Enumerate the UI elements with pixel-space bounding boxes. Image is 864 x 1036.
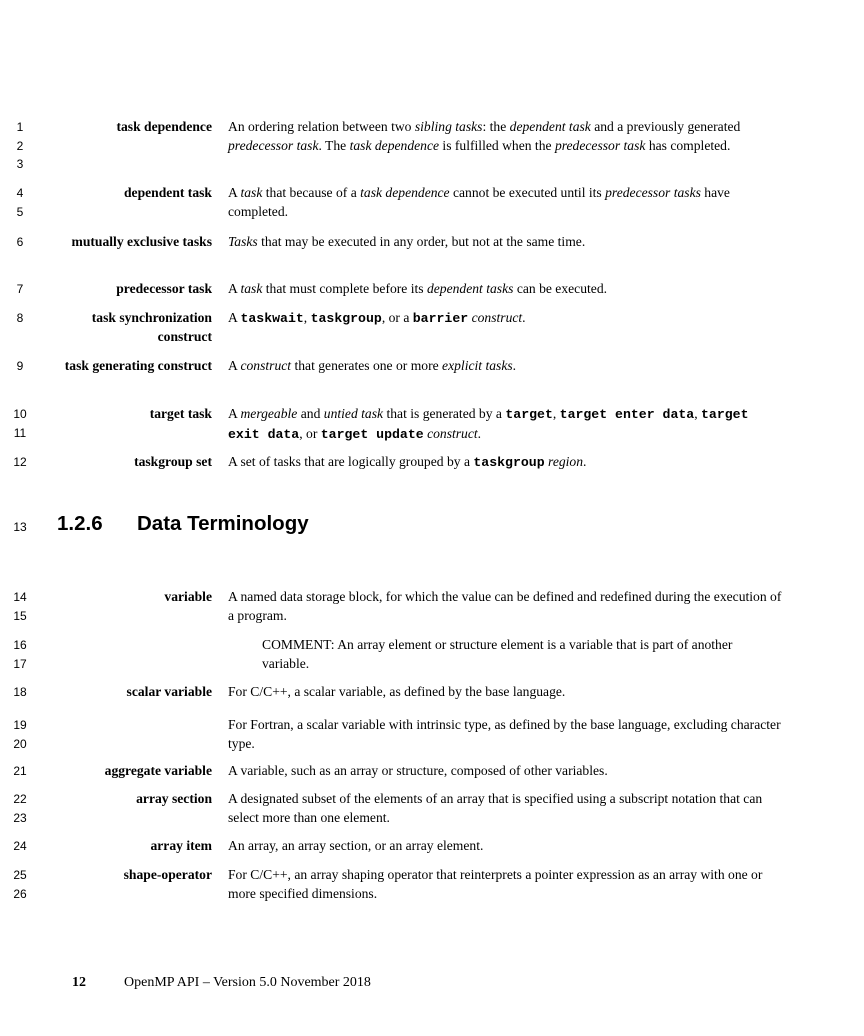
line-number: 9 xyxy=(16,359,24,373)
line-number: 7 xyxy=(16,282,24,296)
line-number: 6 xyxy=(16,235,24,249)
glossary-definition: A designated subset of the elements of an array that is specified using a subscript notation that can select more than one element. xyxy=(228,791,763,825)
line-number: 10 xyxy=(13,407,27,421)
glossary-term: aggregate variable xyxy=(104,763,212,778)
line-number: 2 xyxy=(16,138,24,153)
glossary-term: scalar variable xyxy=(126,684,212,699)
line-number: 3 xyxy=(16,157,24,172)
glossary-term: shape-operator xyxy=(123,867,212,882)
page-number: 12 xyxy=(72,975,86,990)
section-number: 1.2.6 xyxy=(57,512,103,535)
glossary-definition: A set of tasks that are logically grouped by a taskgroup region. xyxy=(228,454,587,470)
line-number: 15 xyxy=(13,608,27,623)
line-number: 11 xyxy=(13,425,27,440)
glossary-definition: An ordering relation between two sibling tasks: the dependent task and a previously generated predecessor task. The task dependence is fulfilled when the predecessor task has completed. xyxy=(228,119,741,153)
glossary-term: taskgroup set xyxy=(134,454,212,469)
section-heading xyxy=(0,510,864,540)
glossary-definition: For C/C++, an array shaping operator that reinterprets a pointer expression as an array with one or more specified dimensions. xyxy=(228,867,763,901)
line-number: 22 xyxy=(13,792,27,806)
glossary-term: mutually exclusive tasks xyxy=(71,234,212,249)
line-number: 26 xyxy=(13,886,27,901)
glossary-definition: A task that must complete before its dependent tasks can be executed. xyxy=(228,281,608,296)
line-number: 18 xyxy=(13,685,27,699)
glossary-term: dependent task xyxy=(123,185,212,200)
glossary-term: predecessor task xyxy=(116,281,212,296)
section-title: Data Terminology xyxy=(137,512,309,535)
glossary-definition: For Fortran, a scalar variable with intrinsic type, as defined by the base language, excluding character type. xyxy=(228,717,781,751)
glossary-definition: A mergeable and untied task that is generated by a target, target enter data, target exit data, or target update construct. xyxy=(228,406,749,442)
glossary-term: target task xyxy=(149,406,212,421)
line-number: 17 xyxy=(13,656,27,671)
glossary-term: task dependence xyxy=(116,119,212,134)
line-number: 16 xyxy=(13,638,27,652)
glossary-definition: A task that because of a task dependence cannot be executed until its predecessor tasks have completed. xyxy=(228,185,730,219)
line-number: 8 xyxy=(16,311,24,325)
glossary-definition: A variable, such as an array or structure, composed of other variables. xyxy=(228,763,608,778)
glossary-term: array section xyxy=(136,791,212,806)
line-number: 13 xyxy=(13,520,27,534)
line-number: 12 xyxy=(13,455,27,469)
glossary-term: task generating construct xyxy=(64,358,212,373)
glossary-definition: Tasks that may be executed in any order, but not at the same time. xyxy=(228,234,586,249)
line-number: 14 xyxy=(13,590,27,604)
glossary-term: variable xyxy=(164,589,212,604)
line-number: 5 xyxy=(16,204,24,219)
glossary-definition: For C/C++, a scalar variable, as defined by the base language. xyxy=(228,684,566,699)
line-number: 20 xyxy=(13,736,27,751)
glossary-definition: A construct that generates one or more explicit tasks. xyxy=(228,358,517,373)
glossary-definition: An array, an array section, or an array element. xyxy=(228,838,484,853)
glossary-definition: A taskwait, taskgroup, or a barrier construct. xyxy=(228,310,526,326)
footer-text: OpenMP API – Version 5.0 November 2018 xyxy=(124,975,371,990)
comment-text: COMMENT: An array element or structure element is a variable that is part of another variable. xyxy=(262,637,733,671)
line-number: 23 xyxy=(13,810,27,825)
line-number: 4 xyxy=(16,186,24,200)
line-number: 1 xyxy=(16,120,24,134)
line-number: 24 xyxy=(13,839,27,853)
glossary-term: array item xyxy=(150,838,212,853)
line-number: 21 xyxy=(13,764,27,778)
glossary-definition: A named data storage block, for which the value can be defined and redefined during the execution of a program. xyxy=(228,589,782,623)
glossary-term: task synchronization construct xyxy=(91,310,212,344)
line-number: 25 xyxy=(13,868,27,882)
line-number: 19 xyxy=(13,718,27,732)
